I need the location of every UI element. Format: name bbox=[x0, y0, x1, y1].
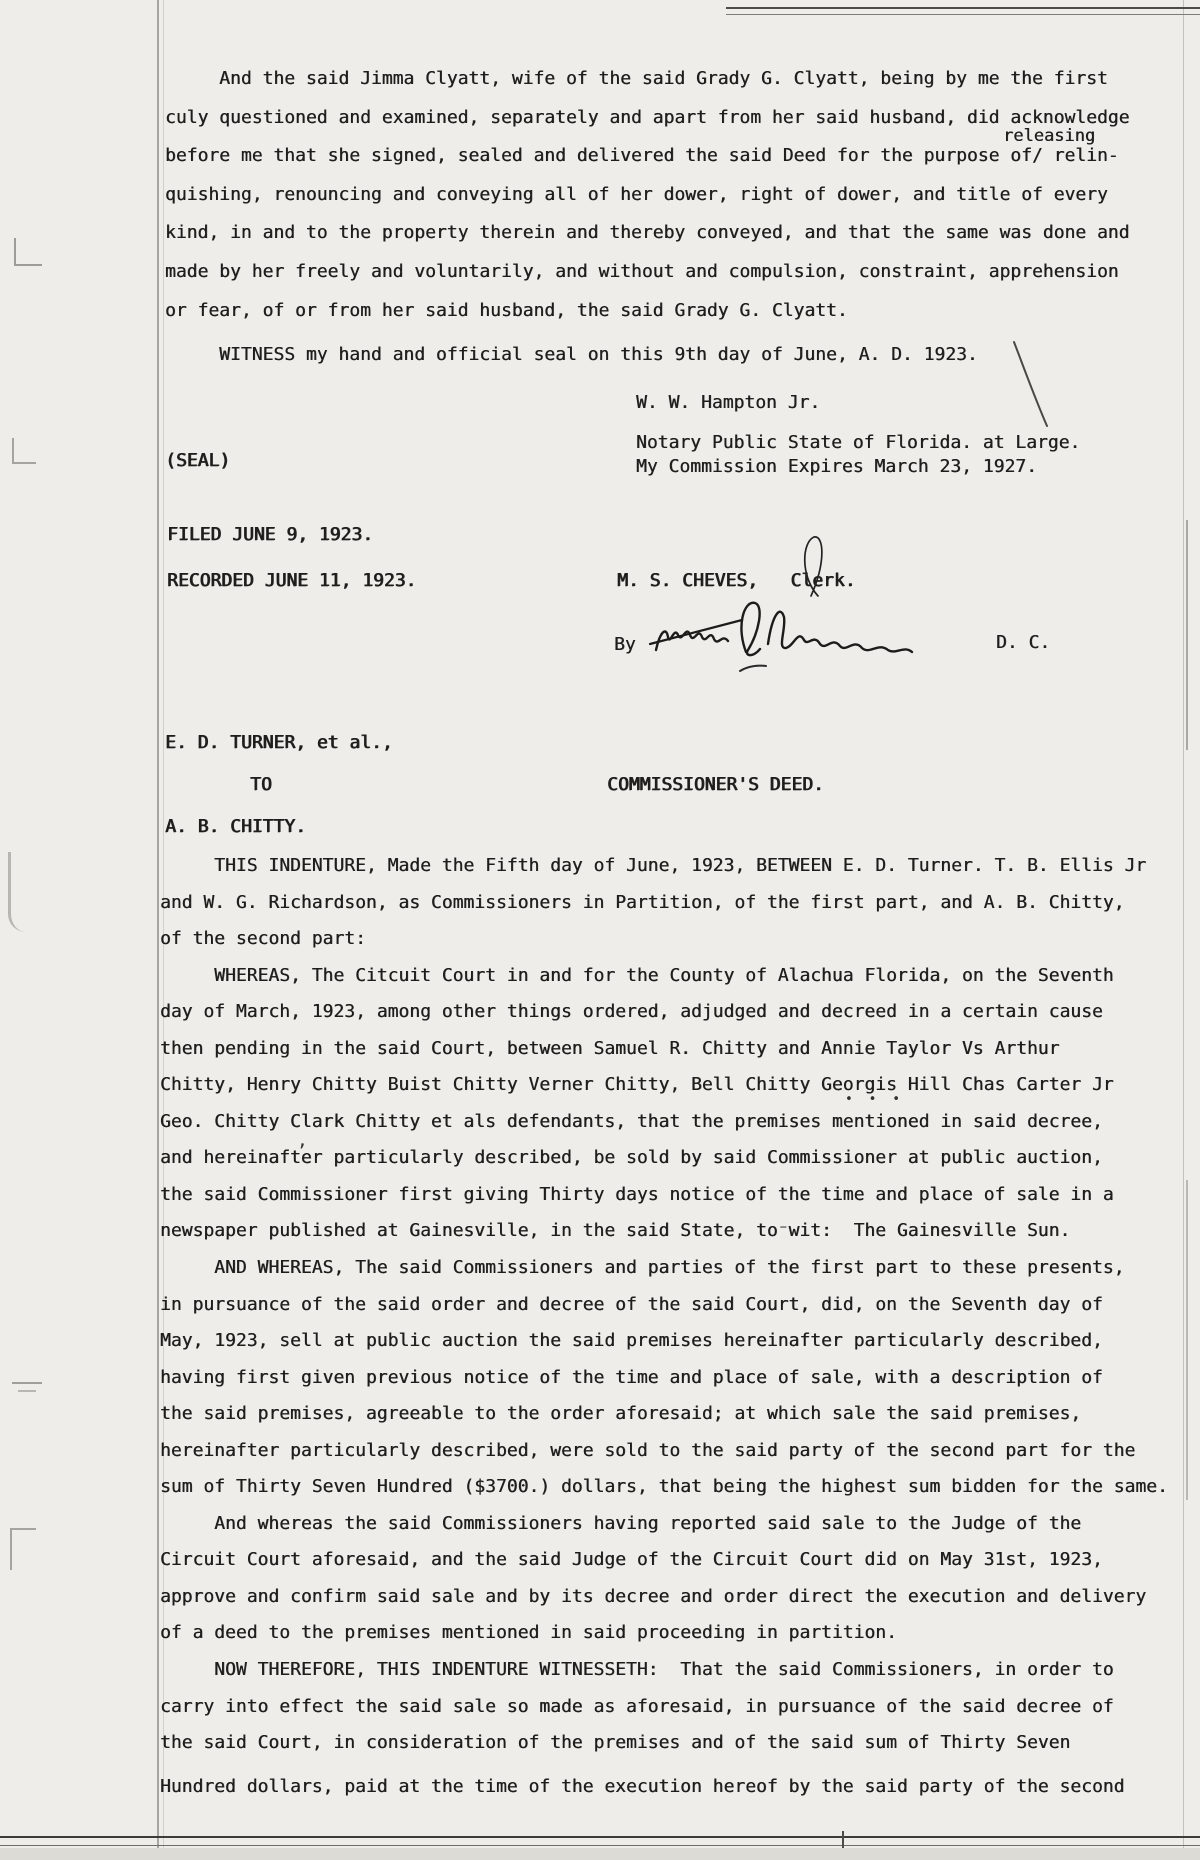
seal-label: (SEAL) bbox=[165, 450, 231, 471]
page-edge-band bbox=[0, 1848, 1200, 1860]
text-line: And the said Jimma Clyatt, wife of the said Grady G. Clyatt, being by me the first bbox=[165, 68, 1108, 89]
text-line: in pursuance of the said order and decree of the said Court, did, on the Seventh day of bbox=[160, 1293, 1103, 1315]
notary-name: W. W. Hampton Jr. bbox=[636, 392, 821, 413]
text-line: culy questioned and examined, separately and apart from her said husband, did acknowledge bbox=[165, 106, 1130, 128]
text-line: kind, in and to the property therein and thereby conveyed, and that the same was done and bbox=[165, 222, 1130, 244]
text-line: Hundred dollars, paid at the time of the execution hereof by the said party of the second bbox=[160, 1775, 1125, 1797]
scan-artifact-dash bbox=[12, 1382, 42, 1384]
text-line: sum of Thirty Seven Hundred ($3700.) dollars, that being the highest sum bidden for the same. bbox=[160, 1476, 1168, 1498]
text-line: approve and confirm said sale and by its decree and order direct the execution and delivery bbox=[160, 1585, 1147, 1607]
inserted-word-releasing: releasing bbox=[1003, 126, 1096, 146]
text-line: AND WHEREAS, The said Commissioners and parties of the first part to these presents, bbox=[160, 1257, 1125, 1279]
handwritten-signature bbox=[648, 592, 918, 670]
clerk-line: M. S. CHEVES, Clerk. bbox=[617, 570, 856, 591]
filed-line: FILED JUNE 9, 1923. bbox=[167, 524, 373, 545]
text-line: the said Court, in consideration of the premises and of the said sum of Thirty Seven bbox=[160, 1732, 1071, 1754]
text-line: before me that she signed, sealed and delivered the said Deed for the purpose of/ relin- bbox=[165, 145, 1119, 167]
deed-body-paragraphs bbox=[160, 848, 1168, 1805]
caption-to: TO bbox=[250, 774, 272, 795]
text-line: carry into effect the said sale so made as aforesaid, in pursuance of the said decree of bbox=[160, 1695, 1114, 1717]
text-line: quishing, renouncing and conveying all of her dower, right of dower, and title of every bbox=[165, 183, 1108, 205]
text-line: THIS INDENTURE, Made the Fifth day of June, 1923, BETWEEN E. D. Turner. T. B. Ellis Jr bbox=[160, 855, 1147, 876]
text-line: hereinafter particularly described, were sold to the said party of the second part for the bbox=[160, 1439, 1136, 1461]
text-line: made by her freely and voluntarily, and without and compulsion, constraint, apprehension bbox=[165, 260, 1119, 282]
text-line: Circuit Court aforesaid, and the said Judge of the Circuit Court did on May 31st, 1923, bbox=[160, 1549, 1103, 1571]
top-border-rule bbox=[726, 7, 1200, 9]
text-line: the said premises, agreeable to the order aforesaid; at which sale the said premises, bbox=[160, 1403, 1082, 1425]
scan-artifact-bracket bbox=[12, 438, 36, 464]
text-line: having first given previous notice of the time and place of sale, with a description of bbox=[160, 1366, 1103, 1388]
text-line: and hereinafter particularly described, be sold by said Commissioner at public auction, bbox=[160, 1147, 1103, 1169]
text-line: NOW THEREFORE, THIS INDENTURE WITNESSETH: That the said Commissioners, in order to bbox=[160, 1659, 1114, 1681]
left-margin-rule bbox=[157, 0, 159, 1860]
text-line: Chitty, Henry Chitty Buist Chitty Verner Chitty, Bell Chitty Georgis Hill Chas Carter Jr bbox=[160, 1074, 1114, 1096]
top-border-rule-faint bbox=[726, 14, 1200, 15]
text-line: newspaper published at Gainesville, in the said State, to⁻wit: The Gainesville Sun. bbox=[160, 1220, 1071, 1242]
text-line: then pending in the said Court, between Samuel R. Chitty and Annie Taylor Vs Arthur bbox=[160, 1037, 1060, 1059]
text-line: or fear, of or from her said husband, the said Grady G. Clyatt. bbox=[165, 299, 848, 321]
pen-stroke-mark bbox=[1010, 338, 1054, 432]
witness-line: WITNESS my hand and official seal on this 9th day of June, A. D. 1923. bbox=[165, 344, 978, 365]
text-line: Geo. Chitty Clark Chitty et als defendants, that the premises mentioned in said decree, bbox=[160, 1110, 1103, 1132]
scan-artifact-bracket bbox=[14, 238, 42, 266]
by-label: By bbox=[614, 634, 636, 655]
text-line: of the second part: bbox=[160, 928, 366, 950]
scan-artifact-bracket bbox=[10, 1528, 36, 1570]
right-margin-rule-segment bbox=[1186, 1180, 1188, 1500]
document-title: COMMISSIONER'S DEED. bbox=[607, 774, 824, 795]
stray-comma-mark: , bbox=[297, 1130, 308, 1151]
scan-artifact-dash bbox=[18, 1390, 36, 1392]
acknowledgment-paragraph bbox=[165, 60, 1130, 330]
right-margin-rule bbox=[1183, 0, 1184, 1860]
text-line: May, 1923, sell at public auction the said premises hereinafter particularly described, bbox=[160, 1330, 1103, 1352]
text-line: the said Commissioner first giving Thirty days notice of the time and place of sale in a bbox=[160, 1183, 1114, 1205]
text-line: day of March, 1923, among other things ordered, adjudged and decreed in a certain cause bbox=[160, 1001, 1103, 1023]
handwritten-loop-mark bbox=[788, 532, 834, 598]
text-line: and W. G. Richardson, as Commissioners in Partition, of the first part, and A. B. Chitty, bbox=[160, 891, 1125, 913]
text-line: WHEREAS, The Citcuit Court in and for the County of Alachua Florida, on the Seventh bbox=[160, 964, 1114, 986]
notary-title-line: Notary Public State of Florida. at Large. bbox=[636, 432, 1081, 453]
caption-party-two: A. B. CHITTY. bbox=[165, 816, 306, 837]
text-line: And whereas the said Commissioners having reported said sale to the Judge of the bbox=[160, 1512, 1082, 1534]
bottom-border-rule bbox=[0, 1836, 1200, 1838]
scan-artifact-curve bbox=[8, 852, 41, 932]
recorded-line: RECORDED JUNE 11, 1923. bbox=[167, 570, 417, 591]
caption-party-one: E. D. TURNER, et al., bbox=[165, 732, 393, 753]
pen-dash-mark bbox=[738, 662, 768, 674]
right-margin-rule-segment bbox=[1186, 520, 1188, 750]
bottom-border-rule-faint bbox=[0, 1845, 1200, 1846]
deputy-clerk-initials: D. C. bbox=[996, 632, 1051, 653]
stray-dots-mark: • • • bbox=[845, 1092, 905, 1107]
text-line: of a deed to the premises mentioned in said proceeding in partition. bbox=[160, 1622, 897, 1644]
notary-commission-line: My Commission Expires March 23, 1927. bbox=[636, 456, 1037, 477]
